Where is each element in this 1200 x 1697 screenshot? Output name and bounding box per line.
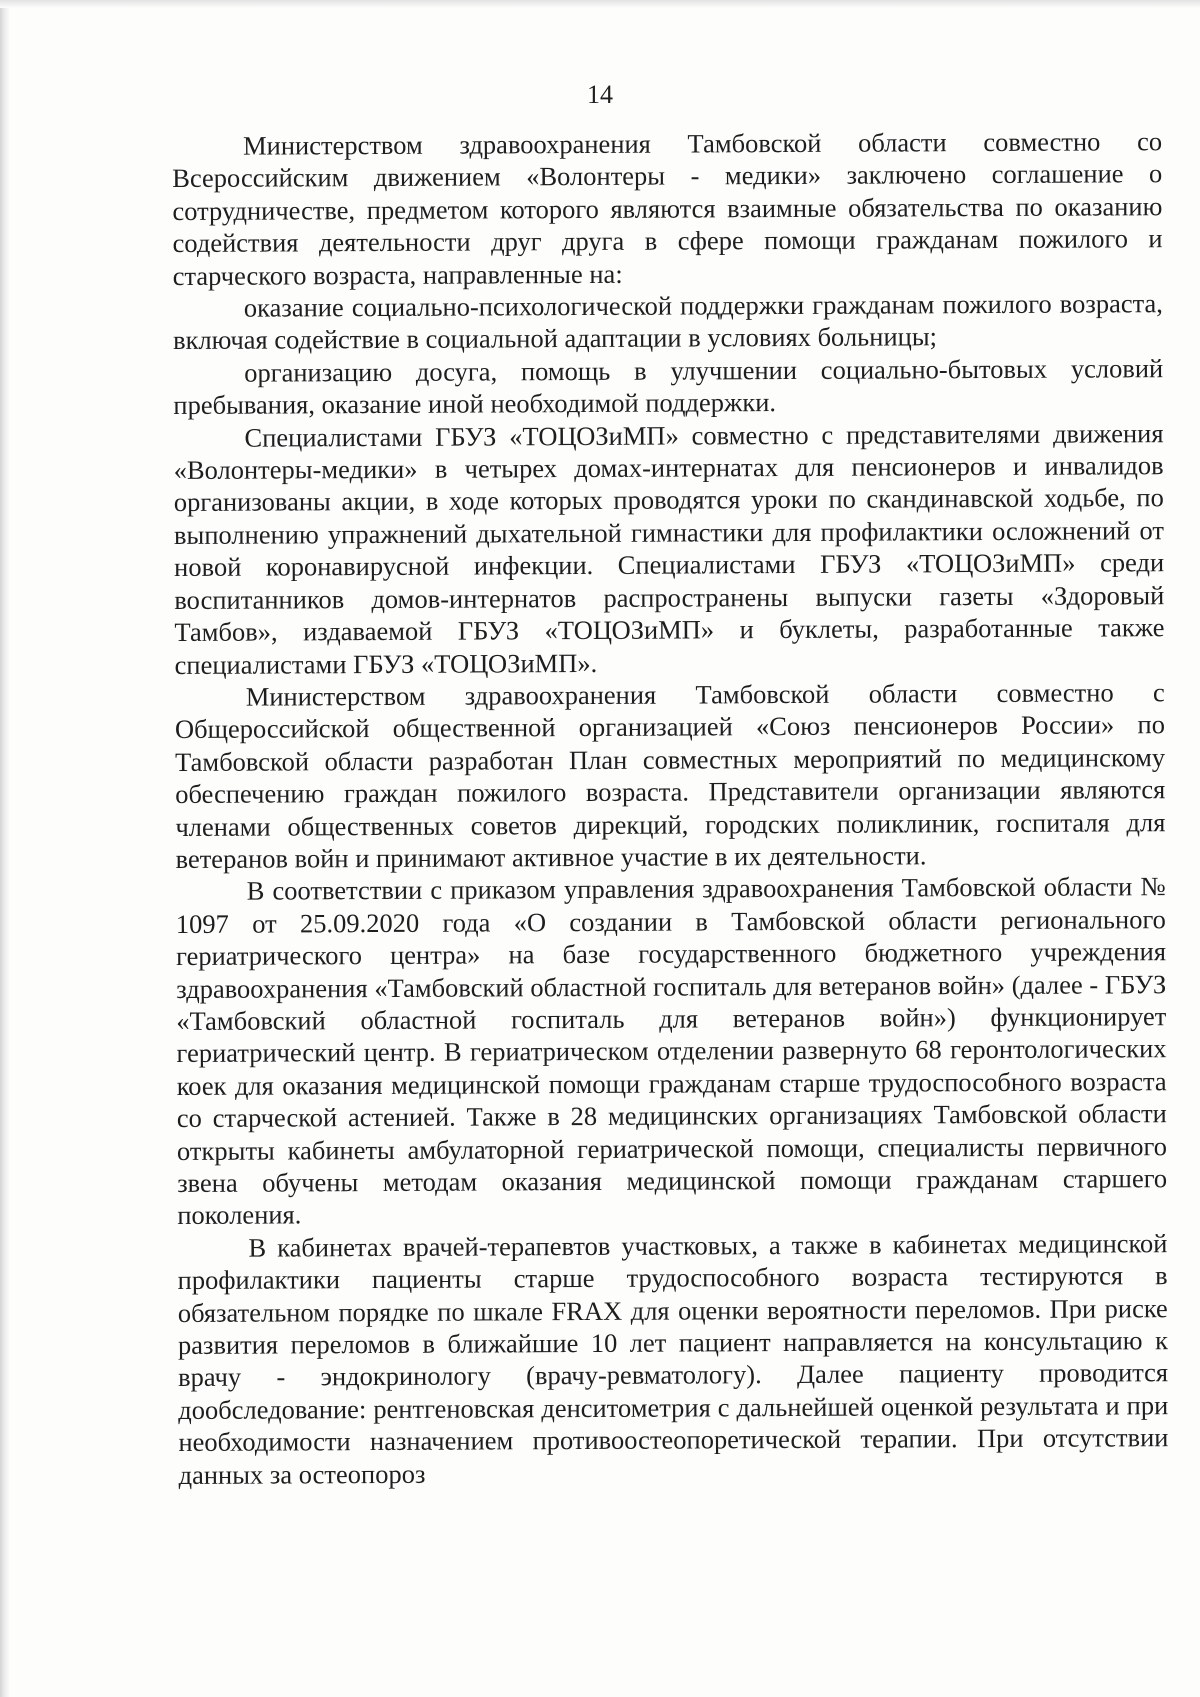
paragraph-geriatric-center: В соответствии с приказом управления здравоохранения Тамбовской области № 1097 от 25.09.2020 года «О создании в Тамбовской области регионального гериатрического центра» на базе государственного бюджетного учреждения здравоохранения «Тамбовский областной госпиталь для ветеранов войн» (далее - ГБУЗ «Тамбовский областной госпиталь для ветеранов войн») функционирует гериатрический центр. В гериатрическом отделении развернуто 68 геронтологических коек для оказания медицинской помощи гражданам старше трудоспособного возраста со старческой астенией. Также в 28 медицинских организациях Тамбовской области открыты кабинеты амбулаторной гериатрической помощи, специалисты первичного звена обучены методам оказания медицинской помощи гражданам старшего поколения. — [175, 871, 1168, 1231]
scan-shadow-left — [0, 0, 10, 1697]
paragraph-pensioners-union: Министерством здравоохранения Тамбовской области совместно с Общероссийской общественной организацией «Союз пенсионеров России» по Тамбовской области разработан План совместных мероприятий по медицинскому обеспечению граждан пожилого возраста. Представители организации являются членами общественных советов дирекций, городских поликлиник, госпиталя для ветеранов войн и принимают активное участие в их деятельности. — [174, 677, 1166, 874]
paragraph-psychological-support: оказание социально-психологической поддержки гражданам пожилого возраста, включая содействие в социальной адаптации в условиях больницы; — [172, 288, 1163, 356]
document-body — [172, 125, 1169, 1491]
paragraph-volunteers-agreement: Министерством здравоохранения Тамбовской области совместно со Всероссийским движением «Волонтеры - медики» заключено соглашение о сотрудничестве, предметом которого являются взаимные обязательства по оказанию содействия деятельности друг друга в сфере помощи гражданам пожилого и старческого возраста, направленные на: — [172, 126, 1163, 291]
paragraph-tocozimp-actions: Специалистами ГБУЗ «ТОЦОЗиМП» совместно с представителями движения «Волонтеры-медики» в четырех домах-интернатах для пенсионеров и инвалидов организованы акции, в ходе которых проводятся уроки по скандинавской ходьбе, по выполнению упражнений дыхательной гимнастики для профилактики осложнений от новой коронавирусной инфекции. Специалистами ГБУЗ «ТОЦОЗиМП» среди воспитанников домов-интернатов распространены выпуски газеты «Здоровый Тамбов», издаваемой ГБУЗ «ТОЦОЗиМП» и буклеты, разработанные также специалистами ГБУЗ «ТОЦОЗиМП». — [173, 417, 1165, 680]
scan-shadow-top — [0, 0, 1200, 8]
paragraph-leisure: организацию досуга, помощь в улучшении социально-бытовых условий пребывания, оказание иной необходимой поддержки. — [173, 353, 1164, 421]
paragraph-frax-testing: В кабинетах врачей-терапевтов участковых, а также в кабинетах медицинской профилактики пациенты старше трудоспособного возраста тестируются в обязательном порядке по шкале FRAX для оценки вероятности переломов. При риске развития переломов в ближайшие 10 лет пациент направляется на консультацию к врачу - эндокринологу (врачу-ревматологу). Далее пациенту проводится дообследование: рентгеновская денситометрия с дальнейшей оценкой результата и при необходимости назначением противоостеопоретической терапии. При отсутствии данных за остеопороз — [177, 1227, 1169, 1490]
page-number: 14 — [587, 80, 613, 109]
